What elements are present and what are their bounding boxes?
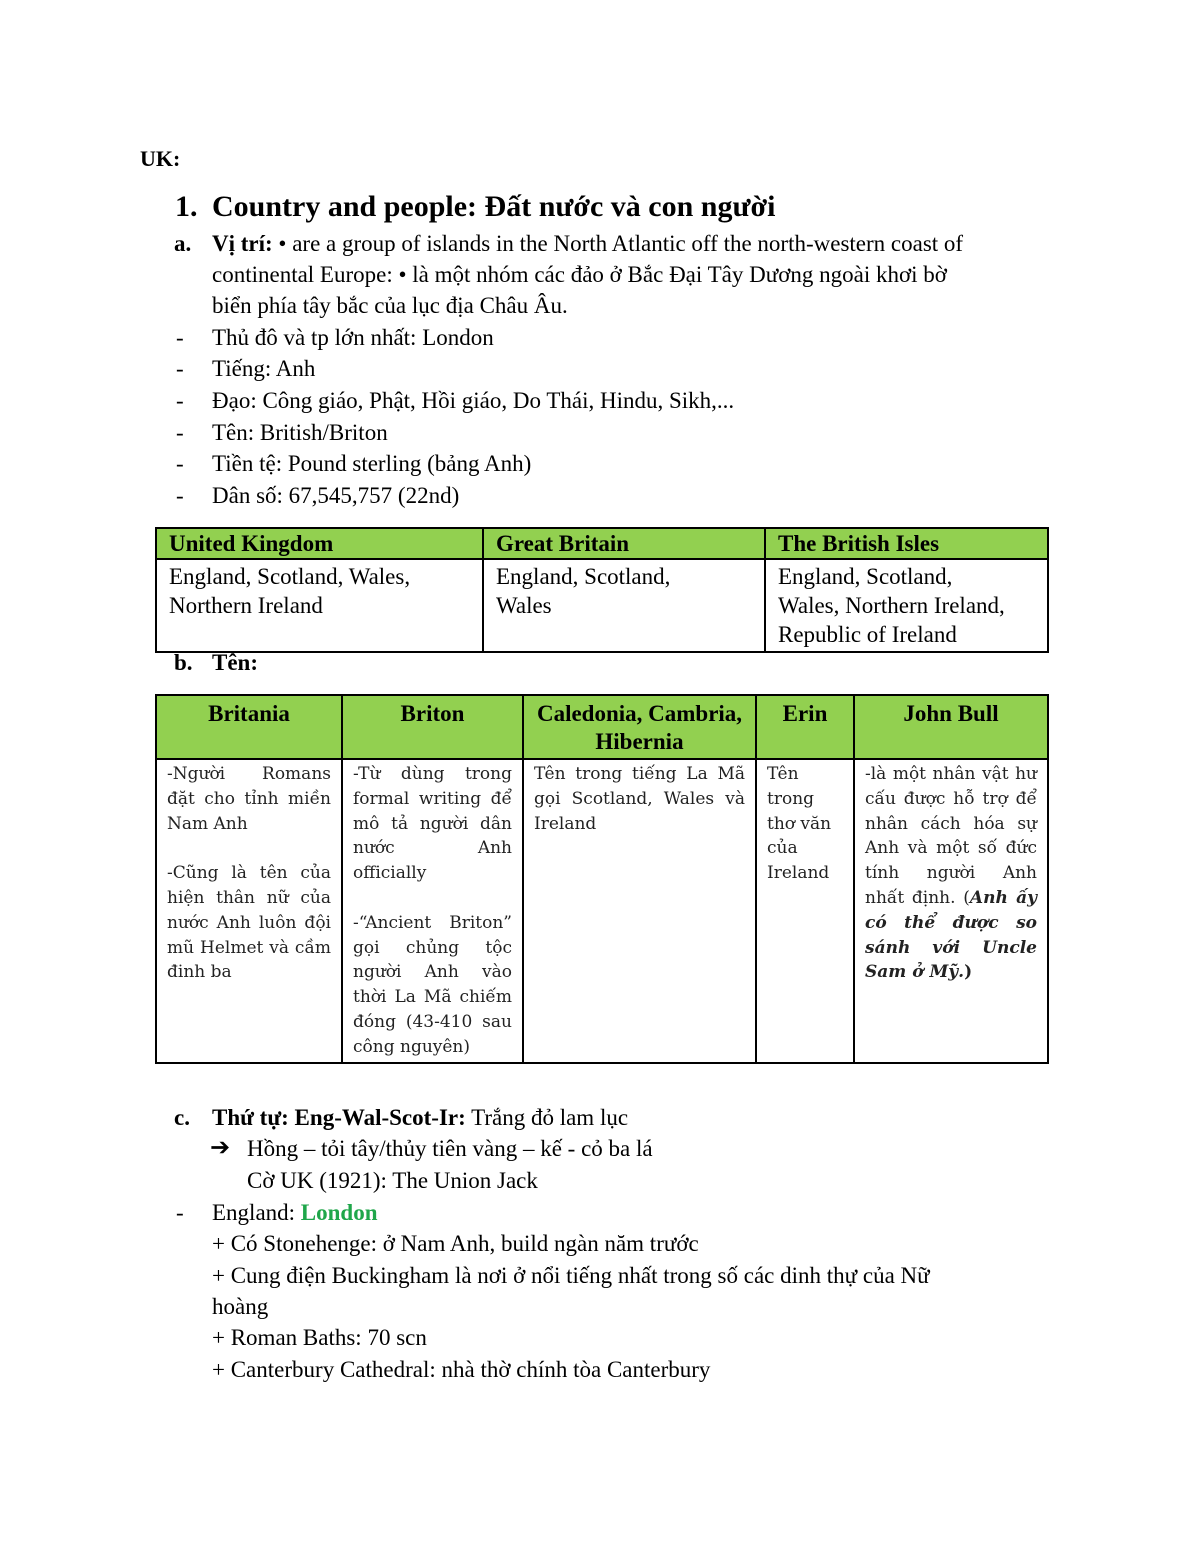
cell-line: England, Scotland, (496, 564, 671, 589)
part-c-text: Trắng đỏ lam lục (465, 1105, 629, 1130)
dash-marker: - (176, 1200, 184, 1225)
cell-paragraph: -“Ancient Briton” gọi chủng tộc người Anh vào thời La Mã chiếm đóng (43-410 sau công nguyên) (353, 912, 512, 1057)
part-b-marker: b. (174, 650, 193, 675)
bullet-religion (176, 385, 735, 416)
john-bull-end: ) (964, 962, 973, 983)
part-a-marker: a. (174, 231, 192, 256)
header-britania: Britania (156, 695, 342, 759)
england-item: + Roman Baths: 70 scn (212, 1325, 427, 1350)
arrow-right-icon: ➔ (210, 1135, 231, 1161)
cell-great-britain (483, 559, 765, 652)
cell-line: Wales (496, 593, 552, 618)
header-john-bull: John Bull (854, 695, 1048, 759)
header-briton: Briton (342, 695, 523, 759)
bullet-text: Tên: British/Briton (212, 420, 388, 445)
cell-caledonia (523, 759, 756, 1063)
header-great-britain: Great Britain (483, 528, 765, 559)
dash-marker: - (176, 325, 184, 350)
dash-marker: - (176, 483, 184, 508)
section-title: Country and people: Đất nước và con người (212, 190, 776, 223)
cell-john-bull (854, 759, 1048, 1063)
header-caledonia: Caledonia, Cambria, Hibernia (523, 695, 756, 759)
england-item: + Canterbury Cathedral: nhà thờ chính tòa Canterbury (212, 1357, 711, 1382)
england-line (176, 1197, 378, 1228)
cell-line: England, Scotland, (778, 564, 953, 589)
dash-marker: - (176, 356, 184, 381)
cell-line: Wales, Northern Ireland, (778, 593, 1005, 618)
cell-paragraph: -Cũng là tên của hiện thân nữ của nước Anh luôn đội mũ Helmet và cầm đinh ba (167, 863, 331, 983)
names-table (155, 694, 1049, 1064)
bullet-population (176, 480, 460, 511)
dash-marker: - (176, 420, 184, 445)
bullet-name (176, 417, 388, 448)
section-heading (175, 190, 775, 224)
england-city: London (300, 1200, 378, 1225)
uk-label: UK: (140, 146, 181, 171)
header-united-kingdom: United Kingdom (156, 528, 483, 559)
england-item: + Có Stonehenge: ở Nam Anh, build ngàn năm trước (212, 1231, 699, 1256)
cell-paragraph: -Người Romans đặt cho tỉnh miền Nam Anh (167, 764, 331, 834)
cell-line: Northern Ireland (169, 593, 323, 618)
cell-united-kingdom (156, 559, 483, 652)
part-a-line-3: biển phía tây bắc của lục địa Châu Âu. (212, 293, 568, 318)
part-c-marker: c. (174, 1105, 190, 1130)
arrow-line-text: Hồng – tỏi tây/thủy tiên vàng – kế - cỏ ba lá (247, 1136, 653, 1161)
header-british-isles: The British Isles (765, 528, 1048, 559)
bullet-language (176, 353, 316, 384)
dash-marker: - (176, 388, 184, 413)
cell-erin (756, 759, 854, 1063)
part-c-label: Thứ tự: Eng-Wal-Scot-Ir: (212, 1105, 466, 1130)
cell-briton (342, 759, 523, 1063)
bullet-text: Tiếng: Anh (212, 356, 316, 381)
bullet-text: Thủ đô và tp lớn nhất: London (212, 325, 494, 350)
cell-britania (156, 759, 342, 1063)
john-bull-italic: Anh ấy có thể được so sánh với Uncle Sam ở Mỹ. (865, 887, 1037, 983)
part-b-label: Tên: (212, 650, 258, 675)
uk-regions-table (155, 527, 1049, 653)
bullet-text: Tiền tệ: Pound sterling (bảng Anh) (212, 451, 532, 476)
part-a-label: Vị trí: (212, 231, 273, 256)
cell-paragraph: Tên trong thơ văn của Ireland (767, 764, 832, 884)
part-b-line (174, 647, 258, 678)
flag-line: Cờ UK (1921): The Union Jack (247, 1168, 538, 1193)
england-label: England: (212, 1200, 301, 1225)
bullet-text: Đạo: Công giáo, Phật, Hồi giáo, Do Thái, Hindu, Sikh,... (212, 388, 735, 413)
cell-line: England, Scotland, Wales, (169, 564, 411, 589)
bullet-currency (176, 448, 532, 479)
dash-marker: - (176, 451, 184, 476)
section-number: 1. (175, 190, 198, 223)
cell-british-isles (765, 559, 1048, 652)
part-a-line-1 (174, 228, 964, 259)
part-c-line (174, 1102, 629, 1133)
cell-paragraph (865, 762, 1037, 985)
cell-paragraph: Tên trong tiếng La Mã gọi Scotland, Wales và Ireland (534, 764, 745, 834)
england-item: + Cung điện Buckingham là nơi ở nổi tiếng nhất trong số các dinh thự của Nữ (212, 1263, 930, 1288)
header-erin: Erin (756, 695, 854, 759)
john-bull-text: -là một nhân vật hư cấu được hỗ trợ để nhân cách hóa sự Anh và một số đức tính người Anh nhất định. ( (865, 764, 1037, 908)
england-item-cont: hoàng (212, 1294, 269, 1319)
part-a-text-1: • are a group of islands in the North Atlantic off the north-western coast of (272, 231, 964, 256)
bullet-text: Dân số: 67,545,757 (22nd) (212, 483, 460, 508)
arrow-line (212, 1133, 653, 1164)
bullet-capital (176, 322, 494, 353)
cell-line: Republic of Ireland (778, 622, 957, 647)
cell-paragraph: -Từ dùng trong formal writing để mô tả người dân nước Anh officially (353, 764, 512, 884)
part-a-line-2: continental Europe: • là một nhóm các đảo ở Bắc Đại Tây Dương ngoài khơi bờ (212, 262, 947, 287)
